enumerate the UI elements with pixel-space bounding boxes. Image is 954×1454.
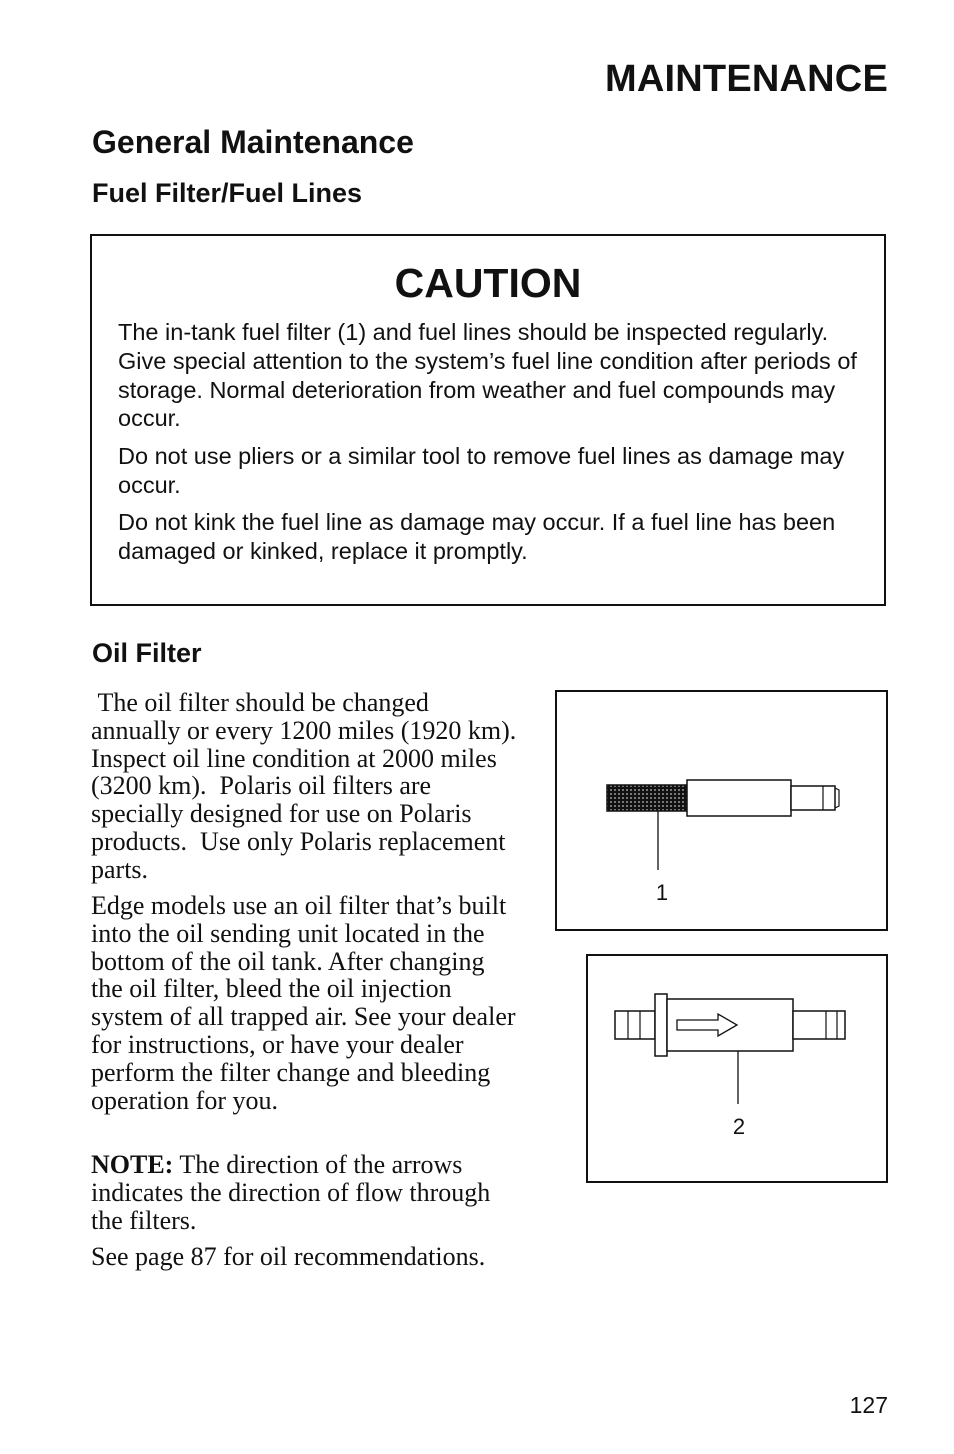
caution-box (90, 234, 886, 606)
note-label: NOTE: (91, 1150, 174, 1179)
section-header: MAINTENANCE (605, 58, 888, 100)
note-paragraph (91, 1151, 521, 1234)
fuel-filter-figure (555, 690, 888, 931)
callout-2: 2 (732, 1114, 746, 1139)
page-number: 127 (849, 1392, 888, 1418)
oil-filter-heading: Oil Filter (92, 638, 202, 668)
callout-1: 1 (655, 880, 669, 905)
in-tank-fuel-filter-illustration (557, 692, 890, 933)
inline-oil-filter-illustration (588, 956, 890, 1185)
oil-filter-paragraph-1: The oil filter should be changed annually or every 1200 miles (1920 km). Inspect oil line condition at 2000 miles (3200 km). Polaris oil filters are specially designed for use on Polaris products. Use only Polaris replacement parts. (91, 688, 530, 884)
page-title: General Maintenance (92, 124, 414, 160)
note-text: The direction of the arrows indicates the direction of flow through the filters. (91, 1150, 491, 1235)
caution-heading: CAUTION (394, 260, 582, 306)
see-page-reference: See page 87 for oil recommendations. (91, 1242, 486, 1271)
fuel-filter-heading: Fuel Filter/Fuel Lines (92, 178, 363, 208)
caution-paragraph-1: The in-tank fuel filter (1) and fuel lines should be inspected regularly. Give special attention to the system’s fuel line condition after periods of storage. Normal deterioration from weather and fuel compounds may occur. (118, 319, 857, 432)
caution-paragraph-2: Do not use pliers or a similar tool to remove fuel lines as damage may occur. (118, 443, 845, 498)
oil-filter-figure (586, 954, 888, 1183)
oil-filter-paragraph-2: Edge models use an oil filter that’s built into the oil sending unit located in the bottom of the oil tank. After changing the oil filter, bleed the oil injection system of all trapped air. See your dealer for instructions, or have your dealer perform the filter change and bleeding operation for you. (91, 891, 516, 1115)
caution-paragraph-3: Do not kink the fuel line as damage may occur. If a fuel line has been damaged or kinked, replace it promptly. (118, 509, 836, 564)
